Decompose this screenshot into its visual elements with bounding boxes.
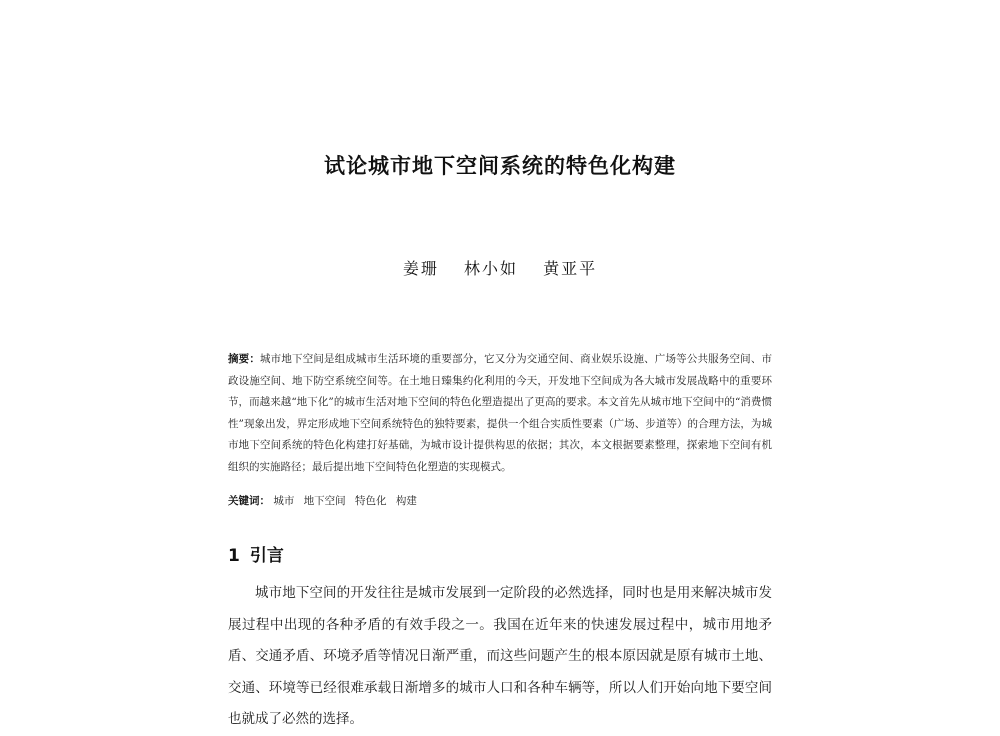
abstract-text: 城市地下空间是组成城市生活环境的重要部分，它又分为交通空间、商业娱乐设施、广场等公共服务空间、市政设施空间、地下防空系统空间等。在土地日臻集约化利用的今天，开发地下空间成为各大城市发展战略中的重要环节，而越来越“地下化”的城市生活对地下空间的特色化塑造提出了更高的要求。本文首先从城市地下空间中的“消费惯性”现象出发，界定形成地下空间系统特色的独特要素，提供一个组合实质性要素（广场、步道等）的合理方法，为城市地下空间系统的特色化构建打好基础，为城市设计提供构思的依据；其次，本文根据要素整理，探索地下空间有机组织的实施路径；最后提出地下空间特色化塑造的实现模式。 [228, 353, 773, 473]
keyword: 构建 [395, 495, 417, 507]
keyword: 城市 [273, 495, 295, 507]
abstract-label: 摘要： [228, 353, 261, 365]
author-list [0, 256, 1000, 279]
keywords [228, 493, 772, 508]
abstract [228, 349, 772, 478]
section-number: 1 [228, 546, 240, 566]
author-name: 林小如 [463, 259, 518, 278]
author-name: 姜珊 [402, 259, 439, 278]
section-heading [228, 541, 284, 566]
author-name: 黄亚平 [543, 259, 598, 278]
keyword: 特色化 [355, 495, 387, 507]
paper-title: 试论城市地下空间系统的特色化构建 [324, 154, 676, 178]
body-paragraph: 城市地下空间的开发往往是城市发展到一定阶段的必然选择，同时也是用来解决城市发展过程中出现的各种矛盾的有效手段之一。我国在近年来的快速发展过程中，城市用地矛盾、交通矛盾、环境矛盾等情况日渐严重，而这些问题产生的根本原因就是原有城市土地、交通、环境等已经很难承载日渐增多的城市人口和各种车辆等，所以人们开始向地下要空间也就成了必然的选择。 [228, 585, 772, 727]
keywords-label: 关键词： [228, 495, 270, 507]
keyword: 地下空间 [303, 495, 346, 507]
section-title: 引言 [249, 546, 284, 566]
